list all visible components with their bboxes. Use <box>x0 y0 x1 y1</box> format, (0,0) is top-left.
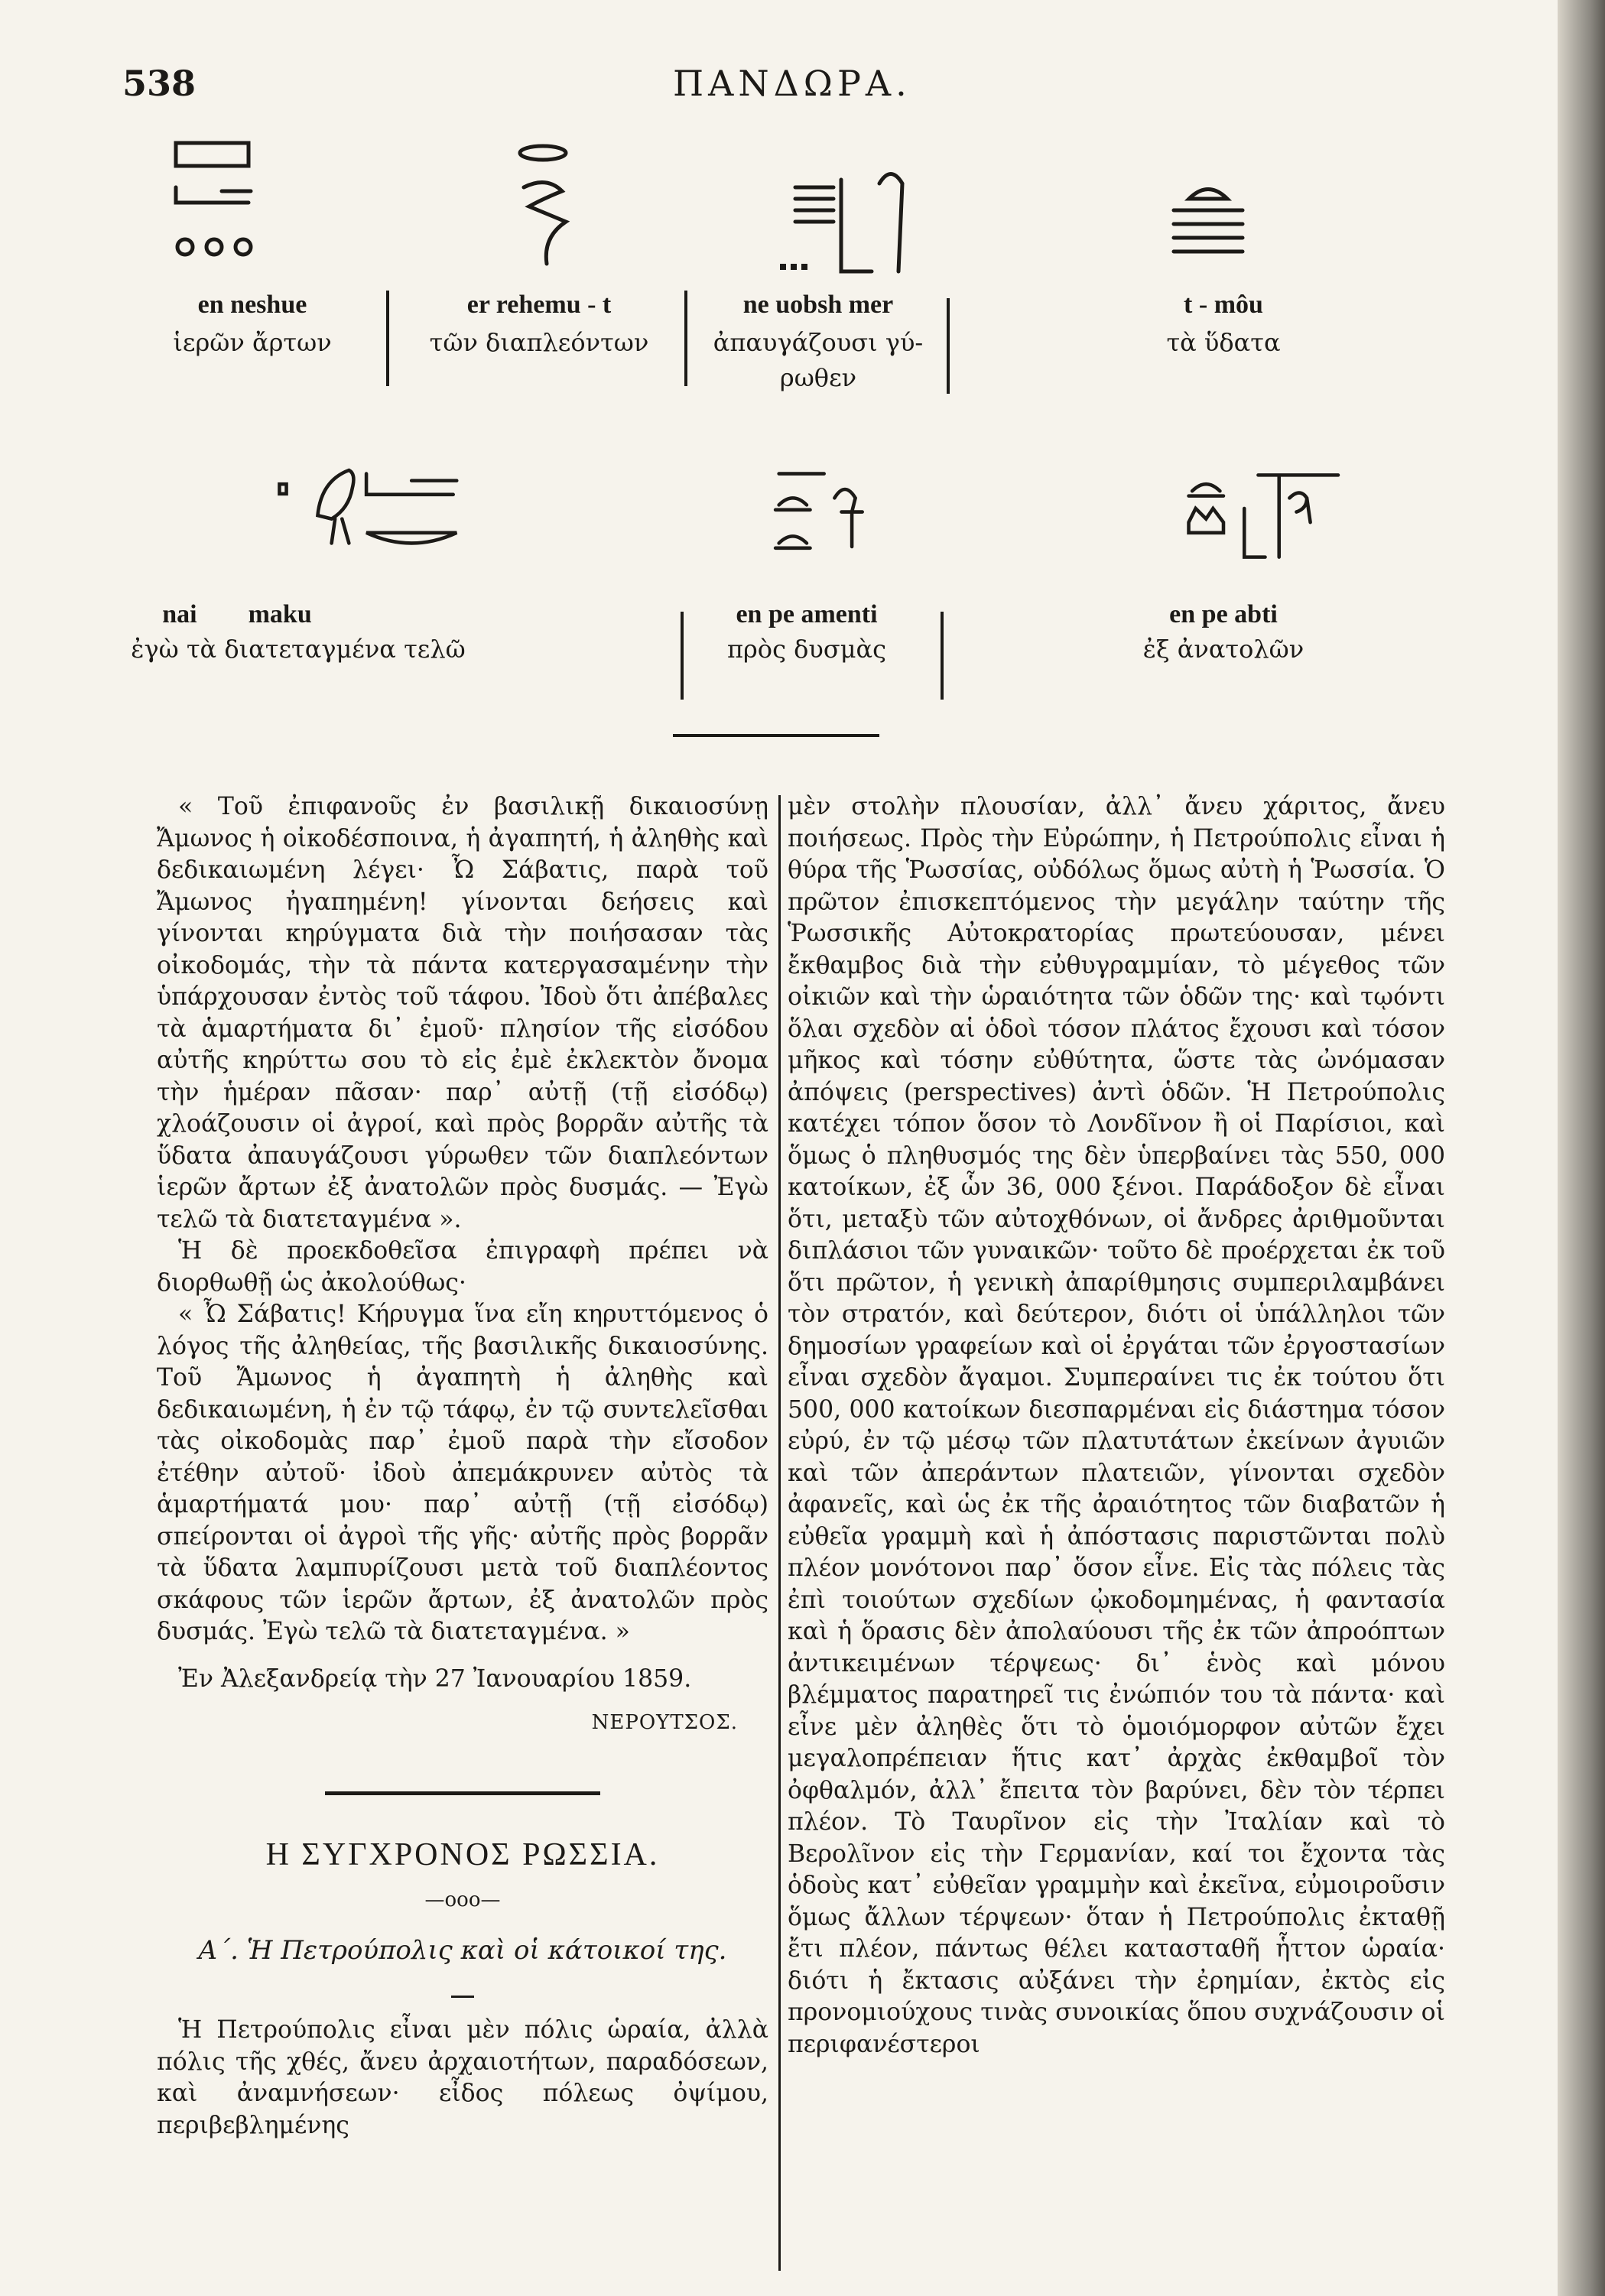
transliteration-a: nai <box>162 600 197 628</box>
hieroglyph-group-icon <box>115 432 681 585</box>
greek-gloss: ἀπαυγάζουσι γύ- ρωθεν <box>713 328 924 392</box>
greek-gloss: τὰ ὕδατα <box>1166 328 1281 357</box>
hieroglyph-group-icon <box>956 432 1491 585</box>
paragraph: Ἡ Πετρούπολις εἶναι μὲν πόλις ὡραία, ἀλλὰ πόλις τῆς χθές, ἄνευ ἀρχαιοτήτων, παραδόσεων, καὶ ἀναμνήσεων· εἶδος πόλεως ὀψίμου, περιβεβλημένης <box>157 2016 768 2139</box>
ornament: —οοο— <box>424 1888 501 1911</box>
transliteration-b: maku <box>248 600 312 628</box>
gloss-cell <box>115 432 681 684</box>
hieroglyph-row-1 <box>115 134 1491 417</box>
gloss-cell <box>956 134 1491 417</box>
gloss-cell <box>390 134 688 417</box>
article-title: Η ΣΥΓΧΡΟΝΟΣ ΡΩΣΣΙΑ. <box>265 1836 660 1872</box>
signature: ΝΕΡΟΥΤΣΟΣ. <box>591 1711 738 1734</box>
transliteration: en pe abti <box>1169 600 1278 628</box>
greek-gloss: ἱερῶν ἄρτων <box>173 328 332 357</box>
page-number: 538 <box>122 63 197 104</box>
gloss-cell <box>688 134 948 417</box>
section-title: Α΄. Ἡ Πετρούπολις καὶ οἱ κάτοικοί της. <box>198 1934 727 1966</box>
hieroglyph-group-icon <box>390 134 688 287</box>
greek-gloss: ἐξ ἀνατολῶν <box>1142 635 1304 664</box>
right-column <box>788 791 1445 2061</box>
gloss-cell <box>684 432 929 684</box>
transliteration: ne uobsh mer <box>742 291 894 319</box>
transliteration: t - môu <box>1184 291 1263 319</box>
transliteration <box>0 600 520 629</box>
divider <box>386 291 389 386</box>
divider <box>681 612 684 700</box>
running-header <box>115 63 1491 116</box>
divider <box>941 612 944 700</box>
hieroglyph-row-2 <box>115 432 1491 684</box>
small-rule <box>451 1996 474 1998</box>
gloss-cell <box>956 432 1491 684</box>
left-column <box>157 791 768 2142</box>
article-rule <box>325 1791 600 1795</box>
divider <box>947 298 950 394</box>
page-edge-shadow <box>1558 0 1605 2296</box>
hieroglyph-group-icon <box>688 134 948 287</box>
transliteration: en neshue <box>197 291 307 319</box>
hieroglyph-group-icon <box>115 134 390 287</box>
section-rule <box>673 734 879 737</box>
hieroglyph-group-icon <box>956 134 1491 287</box>
dateline: Ἐν Ἀλεξανδρείᾳ τὴν 27 Ἰανουαρίου 1859. <box>178 1664 692 1693</box>
gloss-cell <box>115 134 390 417</box>
hieroglyph-group-icon <box>684 432 929 585</box>
greek-gloss: τῶν διαπλεόντων <box>429 328 649 357</box>
paragraph: Ἡ δὲ προεκδοθεῖσα ἐπιγραφὴ πρέπει νὰ διορθωθῇ ὡς ἀκολούθως· <box>157 1237 768 1297</box>
greek-gloss: ἐγὼ τὰ διατεταγμένα τελῶ <box>131 635 466 664</box>
running-title: ΠΑΝΔΩΡΑ. <box>673 63 911 104</box>
column-divider <box>778 795 781 2271</box>
greek-gloss: πρὸς δυσμὰς <box>726 635 887 664</box>
paragraph: « Ὦ Σάβατις! Κήρυγμα ἵνα εἴη κηρυττόμενος ὁ λόγος τῆς ἀληθείας, τῆς βασιλικῆς δικαιοσύνης. Τοῦ Ἄμωνος ἡ ἀγαπητὴ ἡ ἀληθὴς καὶ δεδικαιωμένη, ἡ ἐν τῷ τάφῳ, ἐν τῷ συντελεῖσθαι τὰς οἰκοδομὰς παρ᾽ ἐμοῦ παρὰ τὴν εἴσοδον ἐτέθην αὐτοῦ· ἰδοὺ ἀπεμάκρυνεν αὐτὸς τὰ ἁμαρτήματά μου· παρ᾽ αὐτῇ (τῇ εἰσόδῳ) σπείρονται οἱ ἀγροὶ τῆς γῆς· αὐτῆς πρὸς βορρᾶν τὰ ὕδατα λαμπυρίζουσι μετὰ τοῦ διαπλέοντος σκάφους τῶν ἱερῶν ἄρτων, ἐξ ἀνατολῶν πρὸς δυσμάς. Ἐγὼ τελῶ τὰ διατεταγμένα. » <box>157 1301 768 1645</box>
paragraph: « Τοῦ ἐπιφανοῦς ἐν βασιλικῇ δικαιοσύνῃ Ἄμωνος ἡ οἰκοδέσποινα, ἡ ἀγαπητή, ἡ ἀληθὴς καὶ δεδικαιωμένη λέγει· Ὦ Σάβατις, παρὰ τοῦ Ἄμωνος ἠγαπημένη! γίνονται δεήσεις καὶ γίνονται κηρύγματα διὰ τὴν ποιήσασαν τὰς οἰκοδομάς, τὴν τὰ πάντα κατεργασαμένην τὴν ὑπάρχουσαν ἐντὸς τοῦ τάφου. Ἰδοὺ ὅτι ἀπέβαλες τὰ ἁμαρτήματα δι᾽ ἐμοῦ· πλησίον τῆς εἰσόδου αὐτῆς κηρύττω σου τὸ εἰς ἐμὲ ἐκλεκτὸν ὄνομα τὴν ἡμέραν πᾶσαν· παρ᾽ αὐτῇ (τῇ εἰσόδῳ) χλοάζουσιν οἱ ἀγροί, καὶ πρὸς βορρᾶν αὐτῆς τὰ ὕδατα ἀπαυγάζουσι γύρωθεν τῶν διαπλεόντων ἱερῶν ἄρτων ἐξ ἀνατολῶν πρὸς δυσμάς. — Ἐγὼ τελῶ τὰ διατεταγμένα ». <box>157 793 768 1233</box>
transliteration: er rehemu - t <box>466 291 612 319</box>
paragraph: μὲν στολὴν πλουσίαν, ἀλλ᾽ ἄνευ χάριτος, ἄνευ ποιήσεως. Πρὸς τὴν Εὐρώπην, ἡ Πετρούπολις εἶναι ἡ θύρα τῆς Ῥωσσίας, οὐδόλως ὅμως αὐτὴ ἡ Ῥωσσία. Ὁ πρῶτον ἐπισκεπτόμενος τὴν μεγάλην ταύτην τῆς Ῥωσσικῆς Αὐτοκρατορίας πρωτεύουσαν, μένει ἔκθαμβος διὰ τὴν εὐθυγραμμίαν, τὸ μέγεθος τῶν οἰκιῶν καὶ τὴν ὡραιότητα τῶν ὁδῶν της· καὶ τῳόντι ὅλαι σχεδὸν αἱ ὁδοὶ τόσον πλάτος ἔχουσι καὶ τόσον μῆκος καὶ τόσην εὐθύτητα, ὥστε τὰς ὠνόμασαν ἀπόψεις (perspectives) ἀντὶ ὁδῶν. Ἡ Πετρούπολις κατέχει τόπον ὅσον τὸ Λονδῖνον ἢ οἱ Παρίσιοι, καὶ ὅμως ὁ πληθυσμός της δὲν ὑπερβαίνει τὰς 550, 000 κατοίκων, ἐξ ὧν 36, 000 ξένοι. Παράδοξον δὲ εἶναι ὅτι, μεταξὺ τῶν αὐτοχθόνων, οἱ ἄνδρες ἀριθμοῦνται διπλάσιοι τῶν γυναικῶν· τοῦτο δὲ προέρχεται ἐκ τοῦ ὅτι πρῶτον, ἡ γενικὴ ἀπαρίθμησις συμπεριλαμβάνει τὸν στρατόν, καὶ δεύτερον, διότι οἱ ὑπάλληλοι τῶν δημοσίων γραφείων καὶ οἱ ἐργάται τῶν ἐργοστασίων εἶναι σχεδὸν ἄγαμοι. Συμπεραίνει τις ἐκ τούτου ὅτι 500, 000 κατοίκων διεσπαρμέναι εἰς διάστημα τόσον εὐρύ, ἐν τῷ μέσῳ τῶν πλατυτάτων ἐκείνων ἀγυιῶν καὶ τῶν ἀπεράντων πλατειῶν, γίνονται σχεδὸν ἀφανεῖς, καὶ ὡς ἐκ τῆς ἀραιότητος τῶν διαβατῶν ἡ εὐθεῖα γραμμὴ καὶ ἡ ἀπόστασις παριστῶνται πολὺ πλέον μονότονοι παρ᾽ ὅσον εἶνε. Εἰς τὰς πόλεις τὰς ἐπὶ τοιούτων σχεδίων ᾠκοδομημένας, ἡ φαντασία καὶ ἡ ὅρασις δὲν ἀπολαύουσι τῆς ἐκ τῶν ἀπροόπτων ἀντικειμένων τέρψεως· δι᾽ ἑνὸς καὶ μόνου βλέμματος παρατηρεῖ τις ἐνώπιόν του τὰ πάντα· καὶ εἶνε μὲν ἀληθὲς ὅτι τὸ ὁμοιόμορφον αὐτῶν ἔχει μεγαλοπρέπειαν ἥτις κατ᾽ ἀρχὰς ἐκθαμβοῖ τὸν ὀφθαλμόν, ἀλλ᾽ ἔπειτα τὸν βαρύνει, δὲν τὸν τέρπει πλέον. Τὸ Ταυρῖνον εἰς τὴν Ἰταλίαν καὶ τὸ Βερολῖνον εἰς τὴν Γερμανίαν, καί τοι ἔχοντα τὰς ὁδοὺς κατ᾽ εὐθεῖαν γραμμὴν καὶ ἐκεῖνα, εὐμοιροῦσιν ὅμως ἄλλων τέρψεων· ὅταν ἡ Πετρούπολις ἐκταθῇ ἔτι πλέον, πάντως θέλει κατασταθῆ ἧττον ὡραία· διότι ἡ ἔκτασις αὐξάνει τὴν ἐρημίαν, ἐκτὸς εἰς προνομιούχους τινὰς συνοικίας ὅπου συχνάζουσιν οἱ περιφανέστεροι <box>788 793 1445 2058</box>
transliteration: en pe amenti <box>736 600 878 628</box>
divider <box>684 291 687 386</box>
